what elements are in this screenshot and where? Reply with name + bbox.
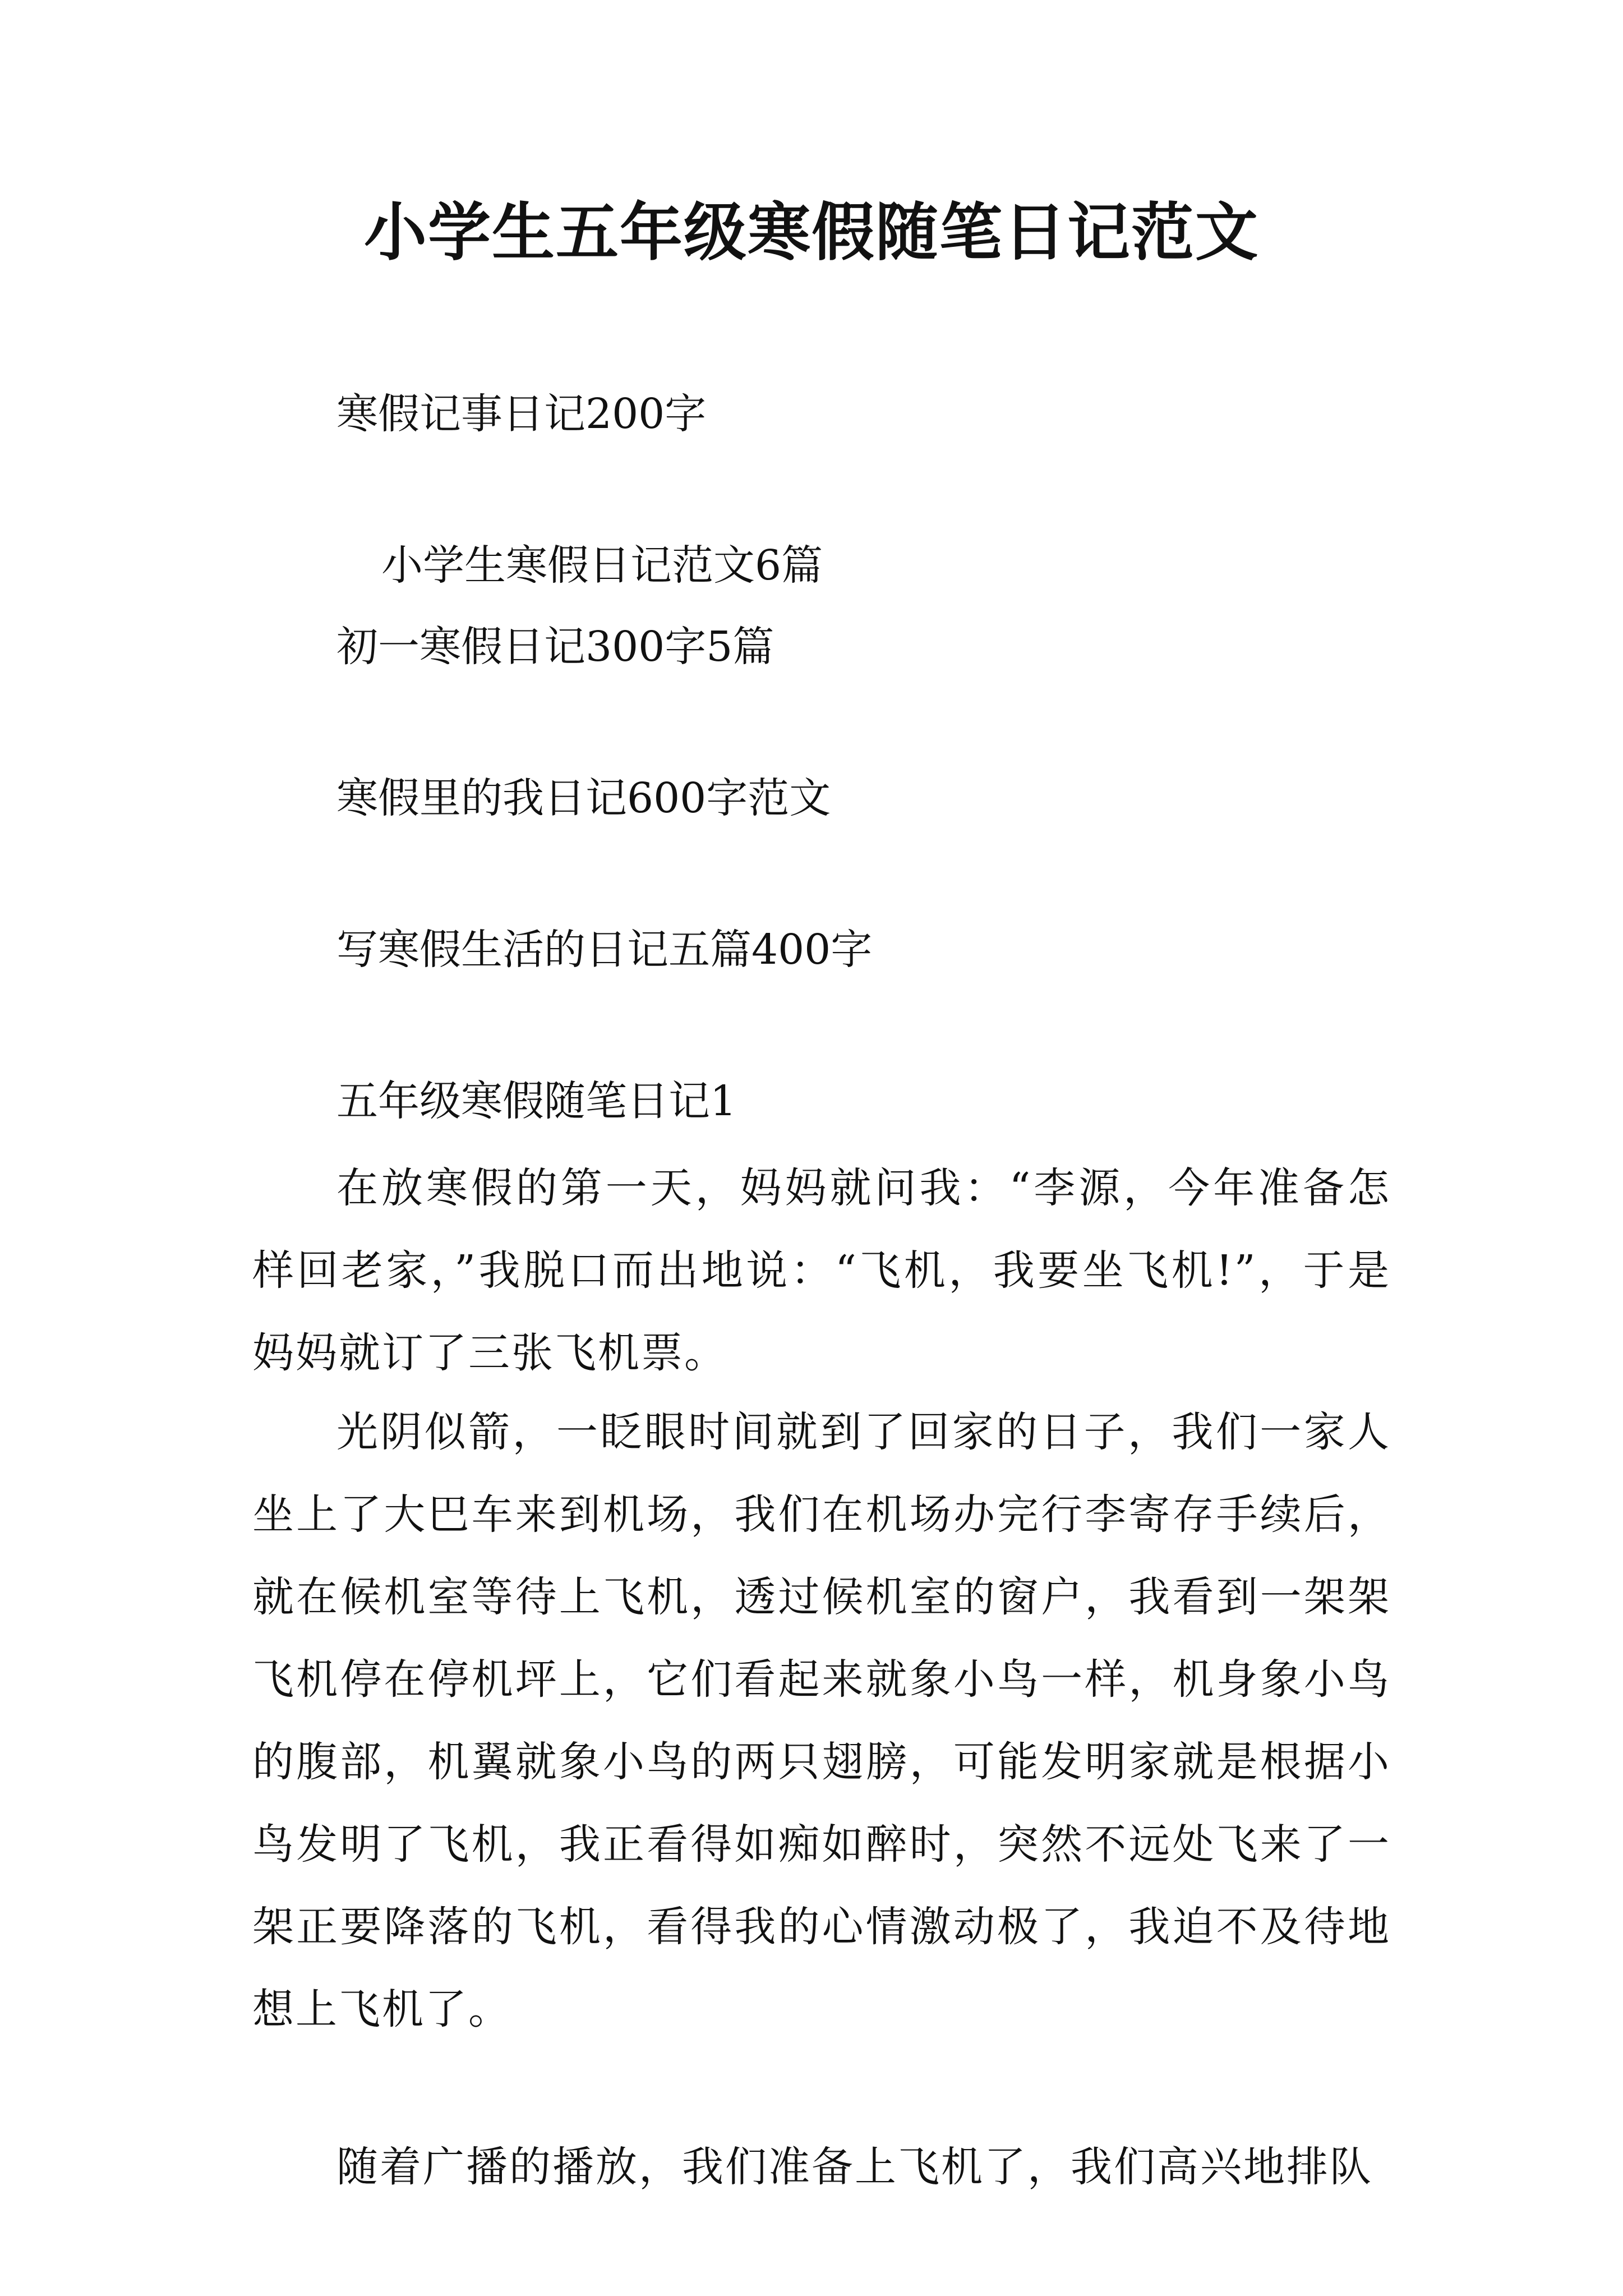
body-paragraph-3: 随着广播的播放，我们准备上飞机了，我们高兴地排队 bbox=[336, 2143, 1373, 2191]
related-link-4[interactable]: 寒假里的我日记600字范文 bbox=[336, 774, 831, 822]
related-link-5[interactable]: 写寒假生活的日记五篇400字 bbox=[336, 926, 873, 974]
related-link-1[interactable]: 寒假记事日记200字 bbox=[336, 390, 707, 438]
related-link-2[interactable]: 小学生寒假日记范文6篇 bbox=[381, 541, 823, 590]
section-heading: 五年级寒假随笔日记1 bbox=[336, 1077, 737, 1125]
related-link-3[interactable]: 初一寒假日记300字5篇 bbox=[336, 623, 774, 671]
body-paragraph-2: 光阴似箭，一眨眼时间就到了回家的日子，我们一家人坐上了大巴车来到机场，我们在机场办完行李寄存手续后，就在候机室等待上飞机，透过候机室的窗户，我看到一架架飞机停在停机坪上，它们看起来就象小鸟一样，机身象小鸟的腹部，机翼就象小鸟的两只翅膀，可能发明家就是根据小鸟发明了飞机，我正看得如痴如醉时，突然不远处飞来了一架正要降落的飞机，看得我的心情激动极了，我迫不及待地想上飞机了。 bbox=[252, 1408, 1391, 2033]
body-paragraph-1: 在放寒假的第一天，妈妈就问我：“李源，今年准备怎样回老家，”我脱口而出地说：“飞机，我要坐飞机!”，于是妈妈就订了三张飞机票。 bbox=[252, 1164, 1391, 1377]
document-title: 小学生五年级寒假随笔日记范文 bbox=[364, 196, 1259, 269]
